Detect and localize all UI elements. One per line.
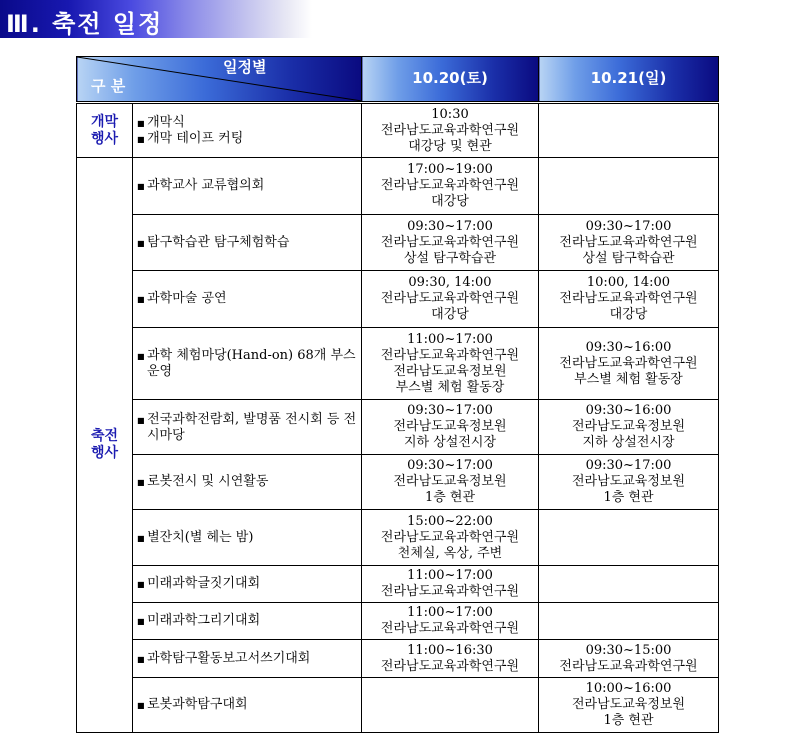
schedule-line: 전라남도교육과학연구원 <box>380 584 520 599</box>
schedule-line: 09:30~17:00 <box>407 403 493 418</box>
corner-cell <box>77 57 362 103</box>
schedule-line: 전라남도교육과학연구원 <box>380 621 520 636</box>
corner-label-category: 구 분 <box>91 77 126 95</box>
event-cell <box>133 103 362 158</box>
schedule-line: 09:30~17:00 <box>585 458 672 473</box>
schedule-cell <box>539 455 719 510</box>
schedule-cell <box>362 271 539 328</box>
schedule-cell <box>539 215 719 271</box>
event-cell <box>133 455 362 510</box>
section-title: Ⅲ. 축전 일정 <box>6 10 164 38</box>
event-item: ■ 미래과학글짓기대회 <box>137 576 261 591</box>
schedule-line: 09:30~17:00 <box>585 218 672 234</box>
event-item: ■ 과학교사 교류협의회 <box>137 178 265 193</box>
event-item: ■ 전국과학전람회, 발명품 전시회 등 전시마당 <box>137 411 357 443</box>
schedule-cell <box>539 328 719 400</box>
schedule-line: 17:00~19:00 <box>407 162 493 177</box>
schedule-line: 전라남도교육정보원 <box>571 419 686 434</box>
schedule-cell <box>362 678 539 733</box>
event-cell <box>133 271 362 328</box>
schedule-line: 전라남도교육과학연구원 <box>380 291 520 306</box>
event-item: ■ 탐구학습관 탐구체험학습 <box>137 234 290 250</box>
schedule-cell <box>362 640 539 678</box>
table-row <box>77 640 719 678</box>
schedule-line: 10:30 <box>431 106 469 122</box>
schedule-line: 지하 상설전시장 <box>582 435 675 450</box>
table-row <box>77 400 719 455</box>
schedule-line: 09:30~17:00 <box>407 458 493 473</box>
table-row <box>77 455 719 510</box>
schedule-cell <box>362 215 539 271</box>
event-item: ■ 미래과학그리기대회 <box>137 613 261 628</box>
event-item: ■ 별잔치(별 헤는 밤) <box>137 529 254 545</box>
event-cell <box>133 215 362 271</box>
schedule-line: 전라남도교육정보원 <box>393 419 507 434</box>
event-item: ■ 개막식 <box>137 114 185 130</box>
corner-label-schedule: 일정별 <box>223 58 267 76</box>
schedule-line: 전라남도교육과학연구원 <box>559 234 698 250</box>
event-cell <box>133 510 362 566</box>
bullet-icon: ■ <box>137 182 148 191</box>
schedule-line: 대강당 및 현관 <box>408 138 492 154</box>
schedule-line: 1층 현관 <box>424 490 476 505</box>
event-cell <box>133 566 362 603</box>
schedule-cell <box>539 566 719 603</box>
schedule-line: 09:30~16:00 <box>585 403 672 418</box>
schedule-cell <box>539 271 719 328</box>
schedule-line: 09:30~16:00 <box>585 339 672 355</box>
date-header-day1: 10.20(토) <box>362 57 539 103</box>
event-cell <box>133 158 362 215</box>
schedule-line: 전라남도교육정보원 <box>571 474 686 489</box>
event-cell <box>133 603 362 640</box>
schedule-line: 전라남도교육과학연구원 <box>380 178 520 193</box>
schedule-line: 부스별 체험 활동장 <box>574 371 683 387</box>
schedule-cell <box>539 510 719 566</box>
schedule-line: 1층 현관 <box>603 490 654 505</box>
table-row <box>77 103 719 158</box>
event-cell <box>133 400 362 455</box>
schedule-cell <box>362 603 539 640</box>
schedule-line: 전라남도교육과학연구원 <box>380 122 520 138</box>
event-item: ■ 로봇전시 및 시연활동 <box>137 474 269 489</box>
bullet-icon: ■ <box>137 238 148 248</box>
schedule-line: 전라남도교육과학연구원 <box>559 291 698 306</box>
schedule-cell <box>362 510 539 566</box>
section-banner <box>0 0 312 38</box>
bullet-icon: ■ <box>137 295 148 304</box>
schedule-line: 전라남도교육정보원 <box>571 697 686 712</box>
table-row <box>77 328 719 400</box>
schedule-line: 대강당 <box>431 307 469 322</box>
table-row <box>77 566 719 603</box>
schedule-line: 전라남도교육과학연구원 <box>380 234 520 250</box>
schedule-line: 10:00, 14:00 <box>586 275 671 290</box>
schedule-line: 상설 탐구학습관 <box>403 250 497 266</box>
bullet-icon: ■ <box>137 654 148 664</box>
schedule-line: 전라남도교육과학연구원 <box>559 658 698 674</box>
schedule-cell <box>539 103 719 158</box>
schedule-line: 지하 상설전시장 <box>403 435 497 450</box>
event-item: ■ 과학 체험마당(Hand-on) 68개 부스 운영 <box>137 348 356 379</box>
schedule-line: 전라남도교육정보원 <box>393 363 507 379</box>
event-cell <box>133 640 362 678</box>
schedule-line: 대강당 <box>431 194 469 209</box>
schedule-line: 09:30~15:00 <box>585 642 672 658</box>
schedule-line: 11:00~17:00 <box>407 568 493 583</box>
schedule-cell <box>362 158 539 215</box>
bullet-icon: ■ <box>137 118 148 128</box>
schedule-cell <box>539 158 719 215</box>
schedule-line: 대강당 <box>609 307 648 322</box>
bullet-icon: ■ <box>137 580 148 589</box>
header-row <box>77 57 719 103</box>
schedule-line: 천체실, 옥상, 주변 <box>397 545 503 561</box>
bullet-icon: ■ <box>137 415 148 425</box>
table-row <box>77 215 719 271</box>
table-row <box>77 158 719 215</box>
table-row <box>77 271 719 328</box>
event-cell <box>133 678 362 733</box>
bullet-icon: ■ <box>137 352 148 361</box>
event-item: ■ 과학탐구활동보고서쓰기대회 <box>137 650 311 666</box>
bullet-icon: ■ <box>137 478 148 487</box>
event-item: ■ 개막 테이프 커팅 <box>137 130 244 146</box>
schedule-cell <box>362 400 539 455</box>
schedule-line: 1층 현관 <box>603 713 654 728</box>
schedule-cell <box>539 400 719 455</box>
schedule-cell <box>539 640 719 678</box>
event-item: ■ 과학마술 공연 <box>137 291 227 306</box>
schedule-line: 전라남도교육과학연구원 <box>380 658 520 674</box>
schedule-line: 전라남도교육과학연구원 <box>380 347 520 363</box>
schedule-line: 11:00~17:00 <box>407 331 493 347</box>
bullet-icon: ■ <box>137 533 148 543</box>
category-festival: 축전 행사 <box>77 158 133 733</box>
schedule-cell <box>539 678 719 733</box>
table-row <box>77 510 719 566</box>
schedule-line: 전라남도교육과학연구원 <box>380 529 520 545</box>
schedule-line: 11:00~17:00 <box>407 605 493 620</box>
category-opening: 개막 행사 <box>77 103 133 158</box>
bullet-icon: ■ <box>137 134 148 144</box>
schedule-cell <box>539 603 719 640</box>
schedule-line: 전라남도교육정보원 <box>393 474 507 489</box>
schedule-line: 전라남도교육과학연구원 <box>559 355 698 371</box>
schedule-line: 10:00~16:00 <box>585 681 672 696</box>
schedule-line: 15:00~22:00 <box>407 513 493 529</box>
event-cell <box>133 328 362 400</box>
schedule-line: 11:00~16:30 <box>407 642 493 658</box>
schedule-table <box>76 56 719 733</box>
schedule-cell <box>362 103 539 158</box>
date-header-day2: 10.21(일) <box>539 57 719 103</box>
schedule-line: 상설 탐구학습관 <box>582 250 675 266</box>
schedule-cell <box>362 328 539 400</box>
bullet-icon: ■ <box>137 701 148 710</box>
schedule-cell <box>362 566 539 603</box>
table-row <box>77 603 719 640</box>
bullet-icon: ■ <box>137 617 148 626</box>
schedule-line: 09:30, 14:00 <box>408 275 492 290</box>
schedule-line: 09:30~17:00 <box>407 218 493 234</box>
schedule-cell <box>362 455 539 510</box>
table-row <box>77 678 719 733</box>
event-item: ■ 로봇과학탐구대회 <box>137 697 248 712</box>
schedule-line: 부스별 체험 활동장 <box>395 379 505 395</box>
